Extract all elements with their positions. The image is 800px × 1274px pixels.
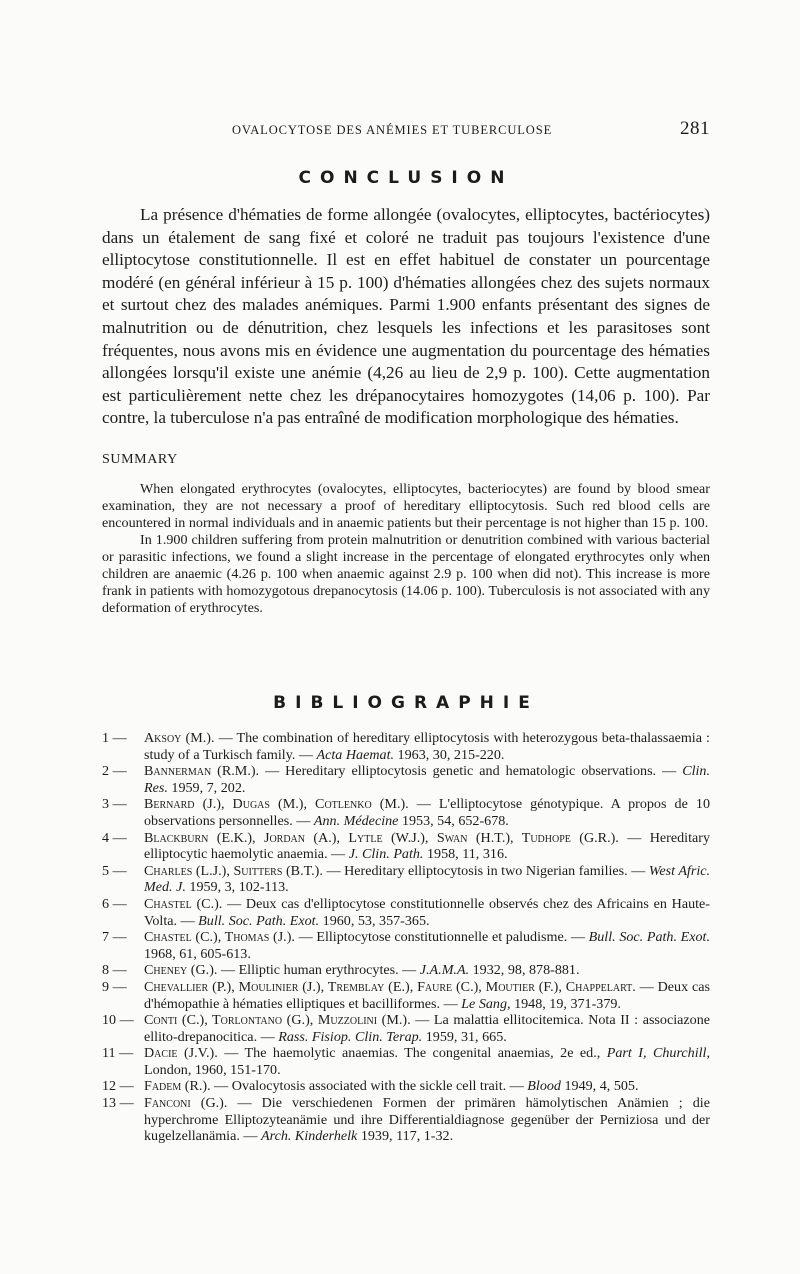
bibliography-entry	[102, 1045, 710, 1078]
bibliography-entry	[102, 730, 710, 763]
reference-journal: West Afric. Med. J.	[144, 862, 711, 896]
bibliography-entry	[102, 1078, 710, 1095]
bibliography-entry	[102, 1095, 710, 1145]
reference-authors: Cheney (G.).	[144, 962, 218, 979]
reference-citation: 1939, 117, 1-32.	[357, 1128, 454, 1145]
reference-authors: Aksoy (M.).	[144, 730, 215, 746]
reference-text	[144, 830, 710, 863]
summary-paragraph: In 1.900 children suffering from protein malnutrition or denutrition combined with various bacterial or parasitic infections, we found a slight increase in the percentage of elongated erythrocytes only when children are anaemic (4.26 p. 100 when anaemic against 2.9 p. 100 when did not). This increase is more frank in patients with homozygotous drepanocytosis (14.06 p. 100). Tuberculosis is not associated with any deformation of erythrocytes.	[102, 532, 710, 616]
reference-journal: Blood	[527, 1078, 561, 1095]
reference-text	[144, 1012, 710, 1045]
reference-citation: 1948, 19, 371-379.	[510, 995, 621, 1012]
reference-text	[144, 863, 710, 896]
reference-text	[144, 929, 710, 962]
reference-text	[144, 962, 710, 979]
reference-number: 12 —	[102, 1078, 134, 1095]
reference-authors: Charles (L.J.), Suitters (B.T.).	[144, 862, 323, 879]
reference-title: — L'elliptocytose génotypique. A propos de 10 observations personnelles. —	[144, 796, 710, 829]
reference-title: — Deux cas d'elliptocytose constitutionnelle observés chez des Africains en Haute-Volta. —	[144, 895, 710, 929]
reference-citation: 1932, 98, 878-881.	[469, 962, 580, 979]
reference-text	[144, 979, 710, 1012]
reference-title: — Die verschiedenen Formen der primären hämolytischen Anämien ; die hyperchrome Elliptozyteanämie und ihre Differentialdiagnose gegenüber der Perniziosa und der kugelzellanämia. —	[144, 1095, 710, 1145]
reference-citation: 1959, 31, 665.	[422, 1028, 507, 1045]
reference-journal: Part I, Churchill,	[606, 1045, 710, 1062]
page-number: 281	[680, 118, 710, 139]
reference-citation: 1949, 4, 505.	[560, 1078, 639, 1095]
summary-paragraph: When elongated erythrocytes (ovalocytes, elliptocytes, bacteriocytes) are found by blood smear examination, they are not necessary a proof of hereditary elliptocytosis. Such red blood cells are encountered in normal individuals and in anaemic patients but their percentage is not higher than 15 p. 100.	[102, 481, 710, 531]
reference-number: 3 —	[102, 796, 127, 813]
bibliography-entry	[102, 863, 710, 896]
reference-number: 2 —	[102, 763, 127, 780]
conclusion-heading: CONCLUSION	[298, 168, 514, 188]
reference-title: — Elliptic human erythrocytes. —	[217, 962, 420, 979]
reference-authors: Fanconi (G.).	[144, 1095, 228, 1112]
reference-number: 8 —	[102, 962, 127, 979]
reference-title: — The haemolytic anaemias. The congenital anaemias, 2e ed.,	[217, 1045, 607, 1062]
bibliography-entry	[102, 796, 710, 829]
bibliography-entry	[102, 979, 710, 1012]
reference-number: 7 —	[102, 929, 127, 946]
reference-journal: Bull. Soc. Path. Exot.	[198, 912, 320, 929]
reference-number: 4 —	[102, 829, 127, 846]
bibliography-entry	[102, 962, 710, 979]
reference-text	[144, 1095, 710, 1145]
reference-text	[144, 796, 710, 829]
reference-title: — Hereditary elliptocytosis genetic and hematologic observations. —	[259, 763, 683, 780]
reference-title: — Ovalocytosis associated with the sickle cell trait. —	[210, 1078, 528, 1095]
reference-citation: 1953, 54, 652-678.	[398, 812, 509, 829]
reference-citation: 1958, 11, 316.	[423, 846, 508, 863]
bibliography-list	[102, 730, 710, 1145]
reference-journal: J. Clin. Path.	[348, 846, 424, 863]
reference-journal: Le Sang,	[461, 995, 511, 1012]
reference-number: 13 —	[102, 1095, 134, 1112]
reference-authors: Blackburn (E.K.), Jordan (A.), Lytle (W.J.), Swan (H.T.), Tudhope (G.R.).	[144, 829, 619, 846]
reference-citation: 1959, 7, 202.	[167, 779, 246, 796]
reference-title: — Hereditary elliptocytosis in two Nigerian families. —	[322, 862, 649, 879]
reference-number: 10 —	[102, 1012, 134, 1029]
reference-text	[144, 1045, 710, 1078]
reference-authors: Dacie (J.V.).	[144, 1045, 218, 1062]
reference-authors: Fadem (R.).	[144, 1078, 211, 1095]
reference-title: — La malattia ellitocitemica. Nota II : associazone ellito-drepanocitica. —	[144, 1012, 710, 1045]
bibliography-entry	[102, 830, 710, 863]
conclusion-paragraph: La présence d'hématies de forme allongée (ovalocytes, elliptocytes, bactériocytes) dans un étalement de sang fixé et coloré ne traduit pas toujours l'existence d'une elliptocytose constitutionnelle. Il est en effet habituel de constater un pourcentage modéré (en général inférieur à 15 p. 100) d'hématies allongées chez des sujets normaux et surtout chez des malades anémiques. Parmi 1.900 enfants présentant des signes de malnutrition ou de dénutrition, chez lesquels les infections et les parasitoses sont fréquentes, nous avons mis en évidence une augmentation du pourcentage des hématies allongées lorsqu'il existe une anémie (4,26 au lieu de 2,9 p. 100). Cette augmentation est particulièrement nette chez les drépanocytaires homozygotes (14,06 p. 100). Par contre, la tuberculose n'a pas entraîné de modification morphologique des hématies.	[102, 205, 710, 428]
reference-text	[144, 763, 710, 796]
reference-authors: Conti (C.), Torlontano (G.), Muzzolini (M.).	[144, 1012, 411, 1029]
reference-text	[144, 1078, 710, 1095]
reference-journal: Arch. Kinderhelk	[261, 1128, 358, 1145]
bibliography-entry	[102, 763, 710, 796]
bibliography-entry	[102, 896, 710, 929]
reference-journal: Ann. Médecine	[313, 812, 399, 829]
reference-text	[144, 896, 710, 929]
reference-authors: Bannerman (R.M.).	[144, 763, 260, 780]
reference-citation: 1960, 53, 357-365.	[319, 912, 430, 929]
reference-title: — Hereditary elliptocytic haemolytic anaemia. —	[144, 829, 710, 863]
reference-journal: J.A.M.A.	[419, 962, 470, 979]
reference-journal: Acta Haemat.	[316, 746, 395, 763]
reference-authors: Bernard (J.), Dugas (M.), Cotlenko (M.).	[144, 796, 409, 813]
reference-citation: London, 1960, 151-170.	[144, 1061, 281, 1078]
running-header	[102, 118, 710, 140]
bibliography-entry	[102, 1012, 710, 1045]
reference-citation: 1963, 30, 215-220.	[394, 746, 505, 763]
running-title: OVALOCYTOSE DES ANÉMIES ET TUBERCULOSE	[232, 123, 553, 137]
reference-title: — Elliptocytose constitutionnelle et paludisme. —	[294, 929, 589, 946]
reference-title: — Deux cas d'hémopathie à hématies elliptiques et bacilliformes. —	[144, 978, 711, 1012]
reference-number: 6 —	[102, 895, 127, 912]
reference-number: 9 —	[102, 978, 127, 995]
bibliography-entry	[102, 929, 710, 962]
reference-number: 11 —	[102, 1045, 134, 1062]
summary-body	[102, 481, 710, 617]
reference-journal: Bull. Soc. Path. Exot.	[588, 929, 710, 946]
reference-number: 5 —	[102, 862, 127, 879]
reference-citation: 1968, 61, 605-613.	[144, 945, 251, 962]
reference-text	[144, 730, 710, 763]
reference-authors: Chastel (C.).	[144, 895, 223, 912]
bibliography-heading: BIBLIOGRAPHIE	[273, 693, 539, 713]
reference-authors: Chastel (C.), Thomas (J.).	[144, 929, 295, 946]
reference-citation: 1959, 3, 102-113.	[185, 879, 289, 896]
reference-journal: Rass. Fisiop. Clin. Terap.	[278, 1028, 423, 1045]
reference-authors: Chevallier (P.), Moulinier (J.), Tremblay (E.), Faure (C.), Moutier (F.), Chappelart.	[144, 978, 636, 995]
summary-title: SUMMARY	[102, 452, 178, 467]
reference-journal: Clin. Res.	[144, 763, 710, 796]
reference-number: 1 —	[102, 730, 127, 746]
reference-title: — The combination of hereditary elliptocytosis with heterozygous beta-thalassaemia : study of a Turkisch family. —	[144, 730, 710, 763]
